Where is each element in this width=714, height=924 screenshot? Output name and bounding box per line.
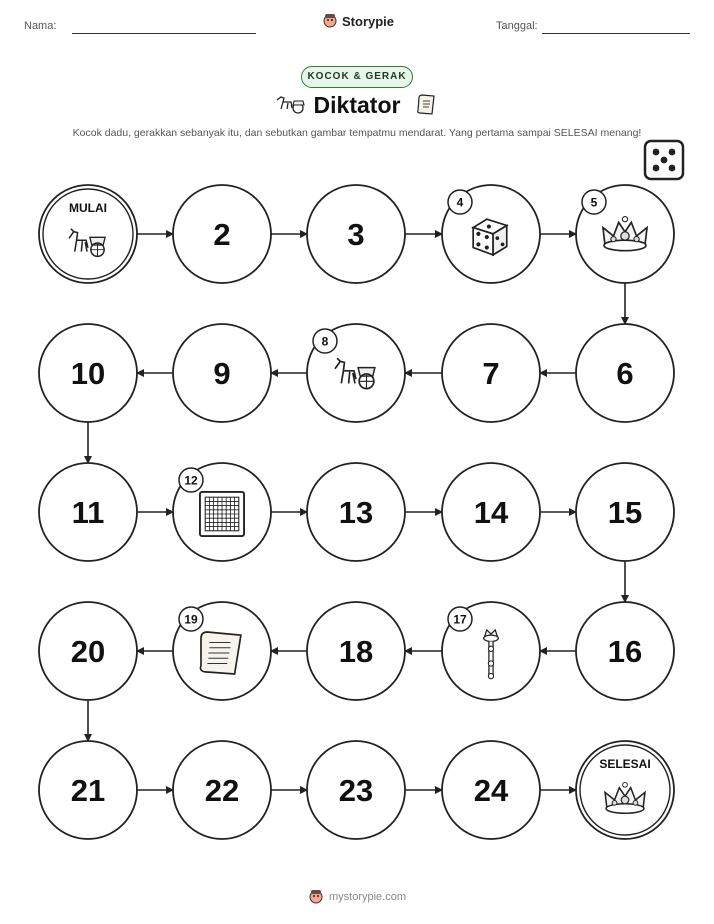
- board-space-22[interactable]: [173, 741, 271, 839]
- space-number: 18: [338, 634, 374, 669]
- space-number: 15: [607, 495, 643, 530]
- space-number: 24: [473, 773, 509, 808]
- date-label: Tanggal:: [496, 20, 538, 32]
- space-number: 19: [184, 612, 198, 627]
- board-space-25[interactable]: [576, 741, 674, 839]
- board-space-21[interactable]: [39, 741, 137, 839]
- board-space-8[interactable]: [307, 324, 405, 422]
- footer: [0, 889, 714, 905]
- board-space-20[interactable]: [39, 602, 137, 700]
- board-space-23[interactable]: [307, 741, 405, 839]
- board-space-18[interactable]: [307, 602, 405, 700]
- space-circle: [39, 185, 137, 283]
- space-number: 9: [213, 356, 231, 391]
- board-space-2[interactable]: [173, 185, 271, 283]
- board-space-4[interactable]: [442, 185, 540, 283]
- category-badge: KOCOK & GERAK: [301, 66, 413, 88]
- brand-name: Storypie: [342, 13, 395, 29]
- finish-label: SELESAI: [599, 757, 651, 771]
- space-number: 16: [607, 634, 643, 669]
- board-space-9[interactable]: [173, 324, 271, 422]
- space-number: 12: [184, 473, 198, 488]
- title-text: Diktator: [313, 92, 401, 118]
- board-space-7[interactable]: [442, 324, 540, 422]
- board-space-24[interactable]: [442, 741, 540, 839]
- board-space-11[interactable]: [39, 463, 137, 561]
- space-number: 23: [338, 773, 374, 808]
- board-space-10[interactable]: [39, 324, 137, 422]
- space-number: 17: [453, 612, 467, 627]
- space-number: 10: [70, 356, 106, 391]
- space-number: 3: [347, 217, 365, 252]
- space-number: 22: [204, 773, 240, 808]
- space-number: 4: [456, 195, 464, 210]
- space-number: 7: [482, 356, 500, 391]
- board-space-16[interactable]: [576, 602, 674, 700]
- board-space-15[interactable]: [576, 463, 674, 561]
- board-space-3[interactable]: [307, 185, 405, 283]
- board-space-5[interactable]: [576, 185, 674, 283]
- board-space-17[interactable]: [442, 602, 540, 700]
- space-number: 6: [616, 356, 634, 391]
- start-label: MULAI: [69, 201, 107, 215]
- space-number: 20: [70, 634, 106, 669]
- board-space-6[interactable]: [576, 324, 674, 422]
- instructions: Kocok dadu, gerakkan sebanyak itu, dan sebutkan gambar tempatmu mendarat. Yang pertama sampai SELESAI menang!: [72, 127, 642, 139]
- board-space-1[interactable]: [39, 185, 137, 283]
- space-circle: [576, 741, 674, 839]
- space-number: 21: [70, 773, 106, 808]
- dice-corner-icon: [645, 141, 683, 179]
- space-number: 13: [338, 495, 374, 530]
- storypie-footer-icon: [308, 889, 324, 905]
- board-spaces: [39, 185, 674, 839]
- footer-url: mystorypie.com: [328, 891, 407, 903]
- space-number: 14: [473, 495, 509, 530]
- board-space-12[interactable]: [173, 463, 271, 561]
- name-label: Nama:: [24, 20, 57, 32]
- board-space-14[interactable]: [442, 463, 540, 561]
- grid-icon: [200, 492, 244, 536]
- space-number: 8: [321, 334, 329, 349]
- board-space-13[interactable]: [307, 463, 405, 561]
- board-space-19[interactable]: [173, 602, 271, 700]
- space-number: 2: [213, 217, 231, 252]
- space-number: 11: [71, 495, 105, 530]
- dice-icon: [473, 219, 507, 255]
- scroll-icon: [200, 632, 240, 674]
- space-number: 5: [590, 195, 598, 210]
